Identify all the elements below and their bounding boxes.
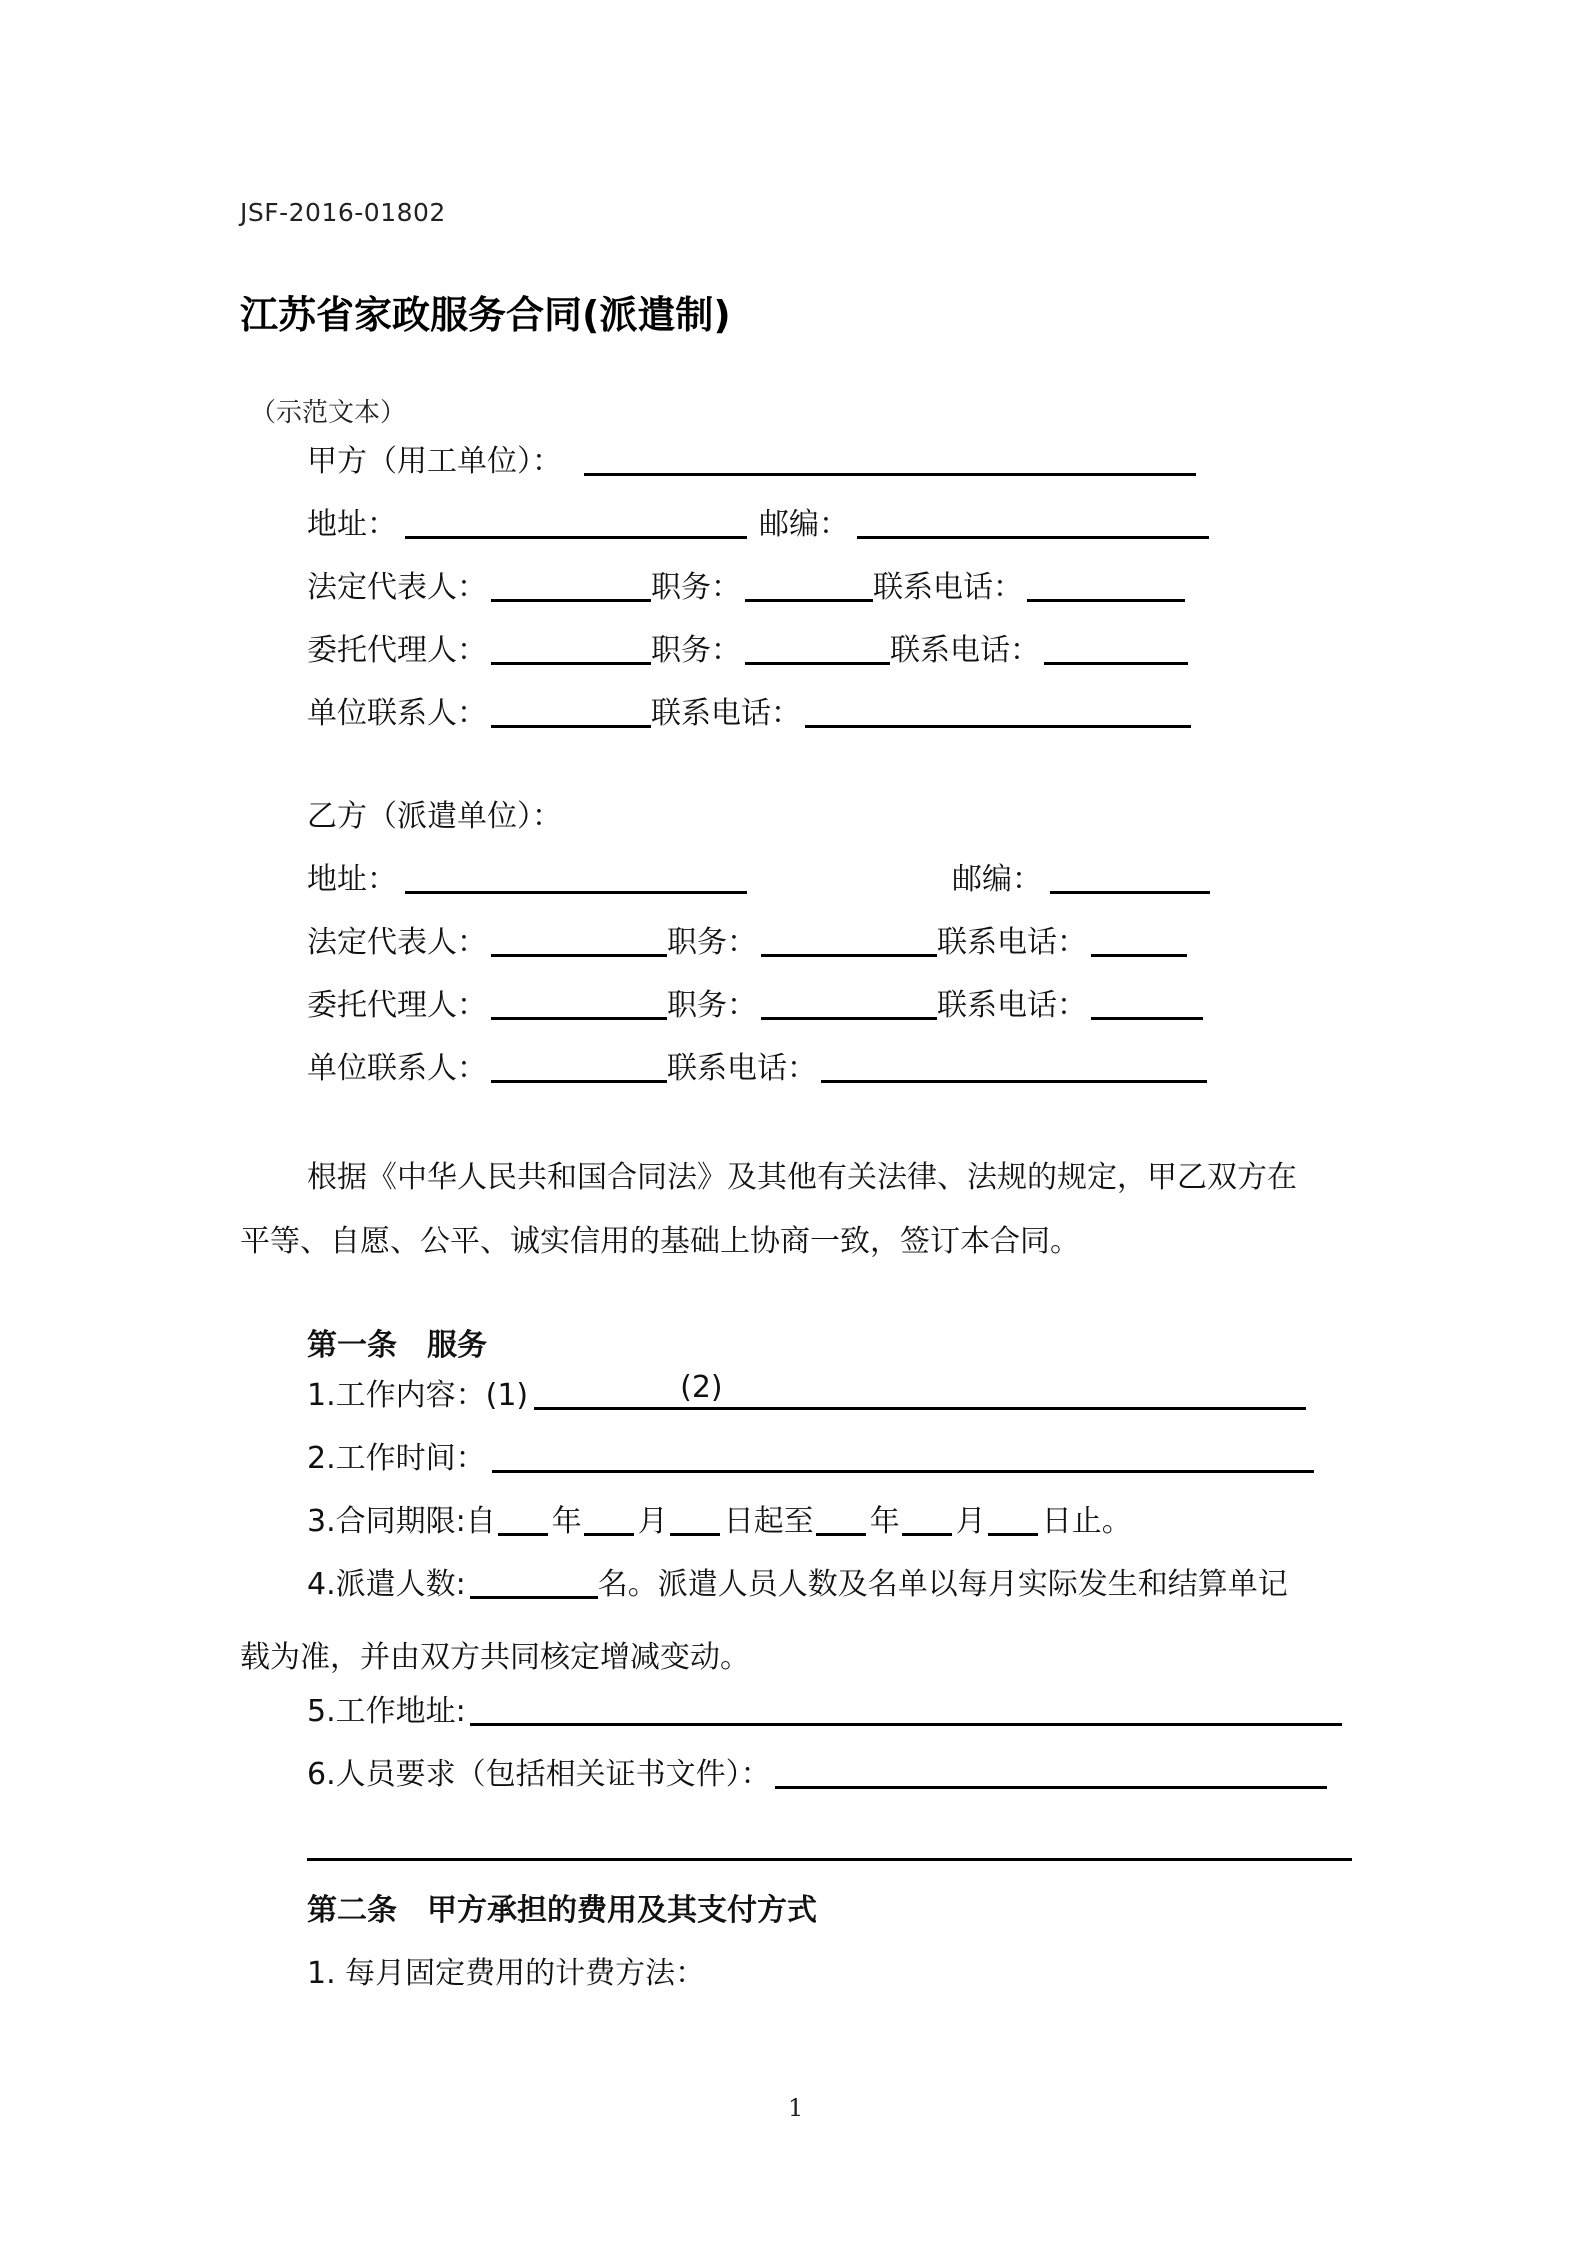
party-b-postcode-label: 邮编： bbox=[952, 862, 1042, 897]
party-a-contact-phone-field[interactable] bbox=[805, 695, 1191, 728]
party-a-address-field[interactable] bbox=[405, 506, 747, 539]
party-b-contact-phone-field[interactable] bbox=[821, 1050, 1207, 1083]
party-b-legal-rep-label: 法定代表人： bbox=[307, 925, 487, 960]
dispatch-count-label: 4.派遣人数: bbox=[307, 1567, 466, 1602]
sample-text-note: （示范文本） bbox=[250, 398, 407, 428]
party-b-agent-position-label: 职务： bbox=[667, 988, 757, 1023]
party-b-contact-field[interactable] bbox=[491, 1050, 667, 1083]
party-b-agent-phone-label: 联系电话： bbox=[937, 988, 1087, 1023]
work-address-label: 5.工作地址: bbox=[307, 1694, 466, 1729]
party-b-legal-rep-position-field[interactable] bbox=[761, 924, 937, 957]
end-year-field[interactable] bbox=[816, 1503, 866, 1536]
party-a-postcode-label: 邮编： bbox=[759, 507, 849, 542]
party-a-contact-label: 单位联系人： bbox=[307, 696, 487, 731]
day-to-label: 日止。 bbox=[1041, 1504, 1132, 1539]
party-a-address-label: 地址： bbox=[307, 507, 397, 542]
party-b-contact-label: 单位联系人： bbox=[307, 1051, 487, 1086]
staff-requirements-field-line-2[interactable] bbox=[307, 1858, 1352, 1861]
article-1-item-3-row bbox=[307, 1500, 1132, 1540]
article-2-item-1: 1. 每月固定费用的计费方法： bbox=[307, 1956, 706, 1991]
document-title: 江苏省家政服务合同(派遣制) bbox=[240, 293, 731, 337]
party-b-postcode-field[interactable] bbox=[1050, 861, 1210, 894]
party-a-agent-field[interactable] bbox=[491, 632, 651, 665]
party-a-postcode-field[interactable] bbox=[857, 506, 1209, 539]
party-b-legal-rep-position-label: 职务： bbox=[667, 925, 757, 960]
party-a-agent-phone-field[interactable] bbox=[1044, 632, 1188, 665]
dispatch-count-desc-line-2: 载为准，并由双方共同核定增减变动。 bbox=[240, 1640, 750, 1675]
work-content-sub-2-label: (2) bbox=[680, 1370, 723, 1405]
party-b-agent-position-field[interactable] bbox=[761, 987, 937, 1020]
day-from-label: 日起至 bbox=[723, 1504, 814, 1539]
end-day-field[interactable] bbox=[988, 1503, 1038, 1536]
work-address-field[interactable] bbox=[470, 1693, 1342, 1726]
party-a-name-field[interactable] bbox=[584, 443, 1196, 476]
party-a-contact-field[interactable] bbox=[491, 695, 651, 728]
party-a-heading: 甲方（用工单位）： bbox=[307, 444, 562, 479]
work-content-label: 1.工作内容：(1) bbox=[307, 1378, 529, 1413]
dispatch-count-field[interactable] bbox=[470, 1566, 598, 1599]
party-b-address-field[interactable] bbox=[405, 861, 747, 894]
year-label-2: 年 bbox=[869, 1504, 900, 1539]
party-b-heading: 乙方（派遣单位）： bbox=[307, 799, 562, 834]
end-month-field[interactable] bbox=[902, 1503, 952, 1536]
party-a-agent-position-field[interactable] bbox=[745, 632, 890, 665]
party-a-legal-rep-row bbox=[307, 566, 1185, 606]
party-b-agent-phone-field[interactable] bbox=[1091, 987, 1203, 1020]
party-a-legal-rep-phone-label: 联系电话： bbox=[873, 570, 1023, 605]
party-a-contact-row bbox=[307, 692, 1191, 732]
dispatch-count-desc: 名。派遣人员人数及名单以每月实际发生和结算单记 bbox=[597, 1567, 1288, 1602]
party-a-contact-phone-label: 联系电话： bbox=[651, 696, 801, 731]
party-a-address-row bbox=[307, 503, 1209, 543]
article-1-item-5-row bbox=[307, 1690, 1342, 1730]
article-1-item-4-row bbox=[307, 1563, 1288, 1603]
start-year-field[interactable] bbox=[498, 1503, 548, 1536]
article-1-item-6-row bbox=[307, 1753, 1327, 1793]
party-a-legal-rep-label: 法定代表人： bbox=[307, 570, 487, 605]
document-code: JSF-2016-01802 bbox=[240, 198, 446, 227]
month-label-2: 月 bbox=[955, 1504, 986, 1539]
contract-term-label: 3.合同期限:自 bbox=[307, 1504, 496, 1539]
party-a-agent-row bbox=[307, 629, 1188, 669]
party-b-address-row bbox=[307, 858, 1210, 898]
party-b-contact-row bbox=[307, 1047, 1207, 1087]
start-month-field[interactable] bbox=[584, 1503, 634, 1536]
party-a-agent-position-label: 职务： bbox=[651, 633, 741, 668]
staff-requirements-label: 6.人员要求（包括相关证书文件）： bbox=[307, 1757, 771, 1792]
party-a-legal-rep-position-field[interactable] bbox=[745, 569, 873, 602]
party-b-agent-row bbox=[307, 984, 1203, 1024]
article-1-item-1-row bbox=[307, 1370, 1306, 1414]
preamble-line-2: 平等、自愿、公平、诚实信用的基础上协商一致，签订本合同。 bbox=[240, 1224, 1080, 1259]
month-label: 月 bbox=[637, 1504, 668, 1539]
party-b-agent-label: 委托代理人： bbox=[307, 988, 487, 1023]
article-2-heading: 第二条 甲方承担的费用及其支付方式 bbox=[307, 1893, 817, 1928]
party-b-legal-rep-phone-field[interactable] bbox=[1091, 924, 1187, 957]
party-b-heading-row bbox=[307, 795, 562, 835]
preamble-line-1: 根据《中华人民共和国合同法》及其他有关法律、法规的规定，甲乙双方在 bbox=[307, 1160, 1297, 1195]
party-a-legal-rep-field[interactable] bbox=[491, 569, 651, 602]
party-b-legal-rep-field[interactable] bbox=[491, 924, 667, 957]
party-b-contact-phone-label: 联系电话： bbox=[667, 1051, 817, 1086]
work-time-field[interactable] bbox=[492, 1440, 1314, 1473]
party-a-name-row bbox=[307, 440, 1196, 480]
work-time-label: 2.工作时间： bbox=[307, 1441, 486, 1476]
party-b-legal-rep-phone-label: 联系电话： bbox=[937, 925, 1087, 960]
article-1-heading: 第一条 服务 bbox=[307, 1328, 487, 1363]
year-label: 年 bbox=[551, 1504, 582, 1539]
party-b-legal-rep-row bbox=[307, 921, 1187, 961]
start-day-field[interactable] bbox=[670, 1503, 720, 1536]
party-a-legal-rep-position-label: 职务： bbox=[651, 570, 741, 605]
staff-requirements-field[interactable] bbox=[775, 1756, 1327, 1789]
page-number: 1 bbox=[788, 2094, 804, 2122]
work-content-field[interactable] bbox=[534, 1370, 1306, 1410]
party-a-agent-phone-label: 联系电话： bbox=[890, 633, 1040, 668]
article-1-item-2-row bbox=[307, 1437, 1314, 1477]
party-a-legal-rep-phone-field[interactable] bbox=[1027, 569, 1185, 602]
party-b-address-label: 地址： bbox=[307, 862, 397, 897]
party-a-agent-label: 委托代理人： bbox=[307, 633, 487, 668]
party-b-agent-field[interactable] bbox=[491, 987, 667, 1020]
